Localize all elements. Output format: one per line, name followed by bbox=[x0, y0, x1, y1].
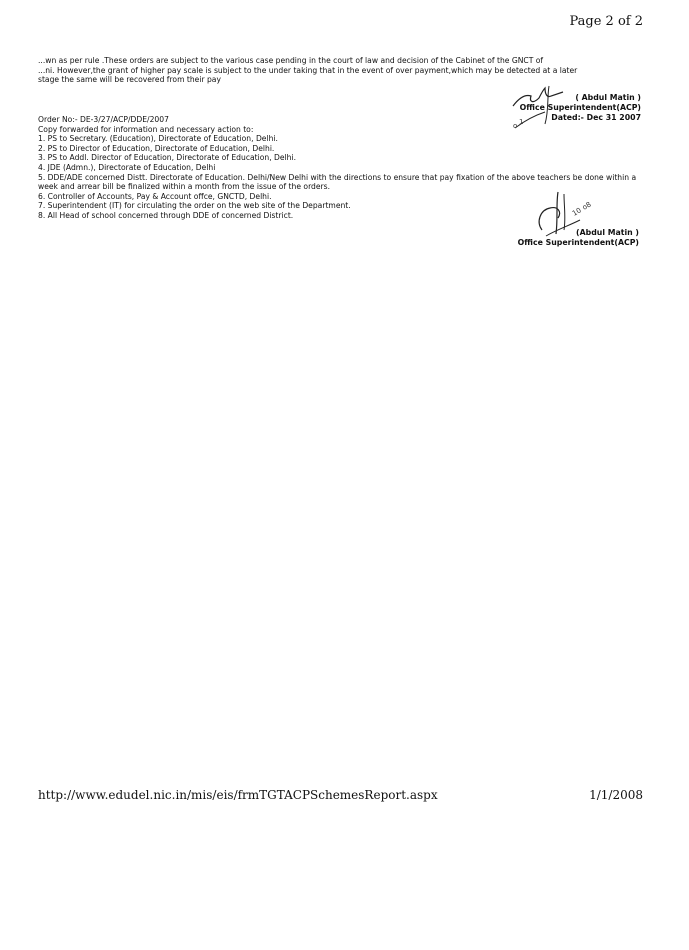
paragraph-line: ...wn as per rule .These orders are subject to the various case pending in the court of law and decision of the Cabinet of the GNCT of bbox=[38, 56, 544, 65]
order-copy-block bbox=[38, 115, 648, 221]
page-number: Page 2 of 2 bbox=[569, 14, 643, 29]
signatory-name: (Abdul Matin ) bbox=[576, 228, 639, 237]
signature-block-bottom bbox=[518, 228, 639, 248]
paragraph-line: ...ni. However,the grant of higher pay scale is subject to the under taking that in the event of over payment,which may be detected at a later bbox=[38, 65, 578, 75]
list-item: 1. PS to Secretary. (Education), Directorate of Education, Delhi. bbox=[38, 134, 278, 144]
print-date: 1/1/2008 bbox=[589, 788, 643, 802]
signatory-name: ( Abdul Matin ) bbox=[575, 93, 641, 102]
page-footer bbox=[38, 788, 643, 802]
order-number: Order No:- DE-3/27/ACP/DDE/2007 bbox=[38, 115, 169, 124]
svg-text:1: 1 bbox=[519, 118, 524, 126]
svg-text:10: 10 bbox=[571, 206, 583, 218]
list-item: 8. All Head of school concerned through DDE of concerned District. bbox=[38, 210, 294, 220]
list-item: 5. DDE/ADE concerned Distt. Directorate of Education. Delhi/New Delhi with the directions to ensure that pay fixation of the above teachers be done within a week and arrear bill be finalized within a month from the issue of the orders. bbox=[38, 172, 637, 192]
svg-text:o: o bbox=[513, 122, 518, 130]
signature-date: Dated:- Dec 31 2007 bbox=[551, 113, 641, 122]
list-item: 4. JDE (Admn.), Directorate of Education, Delhi bbox=[38, 162, 216, 172]
order-paragraph bbox=[38, 56, 648, 85]
list-item: 3. PS to Addl. Director of Education, Directorate of Education, Delhi. bbox=[38, 153, 296, 163]
signatory-designation: Office Superintendent(ACP) bbox=[519, 103, 641, 112]
list-item: 7. Superintendent (IT) for circulating the order on the web site of the Department. bbox=[38, 201, 351, 211]
source-url: http://www.edudel.nic.in/mis/eis/frmTGTACPSchemesReport.aspx bbox=[38, 788, 438, 802]
svg-text:o8: o8 bbox=[581, 200, 593, 212]
list-item: 2. PS to Director of Education, Directorate of Education, Delhi. bbox=[38, 143, 275, 153]
paragraph-line: stage the same will be recovered from their pay bbox=[38, 75, 221, 85]
signatory-designation: Office Superintendent(ACP) bbox=[517, 238, 639, 247]
list-item: 6. Controller of Accounts, Pay & Account offce, GNCTD, Delhi. bbox=[38, 191, 272, 201]
copy-intro: Copy forwarded for information and necessary action to: bbox=[38, 124, 254, 134]
